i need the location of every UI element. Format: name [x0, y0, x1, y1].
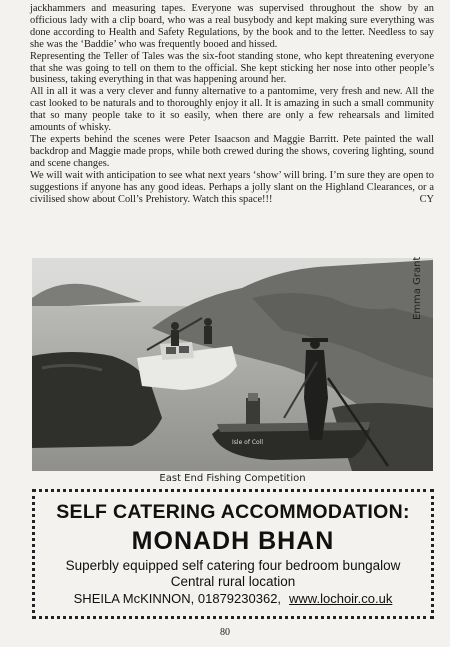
accommodation-advert: [32, 489, 434, 619]
ad-description: Superbly equipped self catering four bedroom bungalow: [65, 558, 401, 573]
photo-caption: East End Fishing Competition: [159, 473, 306, 484]
signature: CY: [419, 193, 434, 205]
boat-name-text: Isle of Coll: [232, 439, 264, 446]
page-number: 80: [220, 627, 230, 638]
ad-property-name: MONADH BHAN: [131, 527, 335, 555]
ad-website-link[interactable]: www.lochoir.co.uk: [289, 591, 393, 606]
article-paragraph: Representing the Teller of Tales was the six-foot standing stone, who kept threatening everyone that she was going to tell on them to the official. She kept sticking her nose into other people’s business, taking everything in that was happening around her.: [30, 50, 434, 86]
article-text: [30, 3, 434, 205]
fishing-photo: [32, 258, 433, 471]
photo-illustration: [32, 258, 433, 471]
article-paragraph: jackhammers and measuring tapes. Everyone was supervised throughout the show by an officious lady with a clip board, who was a real busybody and kept making sure everything was done according to Health and Safety Regulations, by the book and to the letter. Needless to say she was the ‘Baddie’ who was frequently booed and hissed.: [30, 3, 434, 50]
article-paragraph-text: We will wait with anticipation to see what next years ‘show’ will bring. I’m sure they are open to suggestions if anyone has any good ideas. Perhaps a jolly slant on the Highland Clearances, or a civilised show about Coll’s Prehistory. Watch this space!!!: [30, 169, 434, 205]
ad-title: SELF CATERING ACCOMMODATION:: [56, 501, 410, 523]
ad-contact-text: SHEILA McKINNON, 01879230362,: [73, 591, 282, 606]
article-paragraph: [30, 170, 434, 206]
article-paragraph: The experts behind the scenes were Peter Isaacson and Maggie Barritt. Pete painted the wall backdrop and Maggie made props, while both crewed during the shows, covering lighting, sound and scene changes.: [30, 133, 434, 169]
article-paragraph: All in all it was a very clever and funny alternative to a pantomime, very fresh and new. All the cast looked to be naturals and to thoroughly enjoy it all. It is amazing in such a small community that so many people take to it so easily, when there are only a few rehearsals and limited amounts of whisky.: [30, 86, 434, 134]
ad-location: Central rural location: [170, 574, 296, 589]
photo-credit: Emma Grant: [412, 256, 423, 320]
ad-contact: [35, 590, 431, 607]
